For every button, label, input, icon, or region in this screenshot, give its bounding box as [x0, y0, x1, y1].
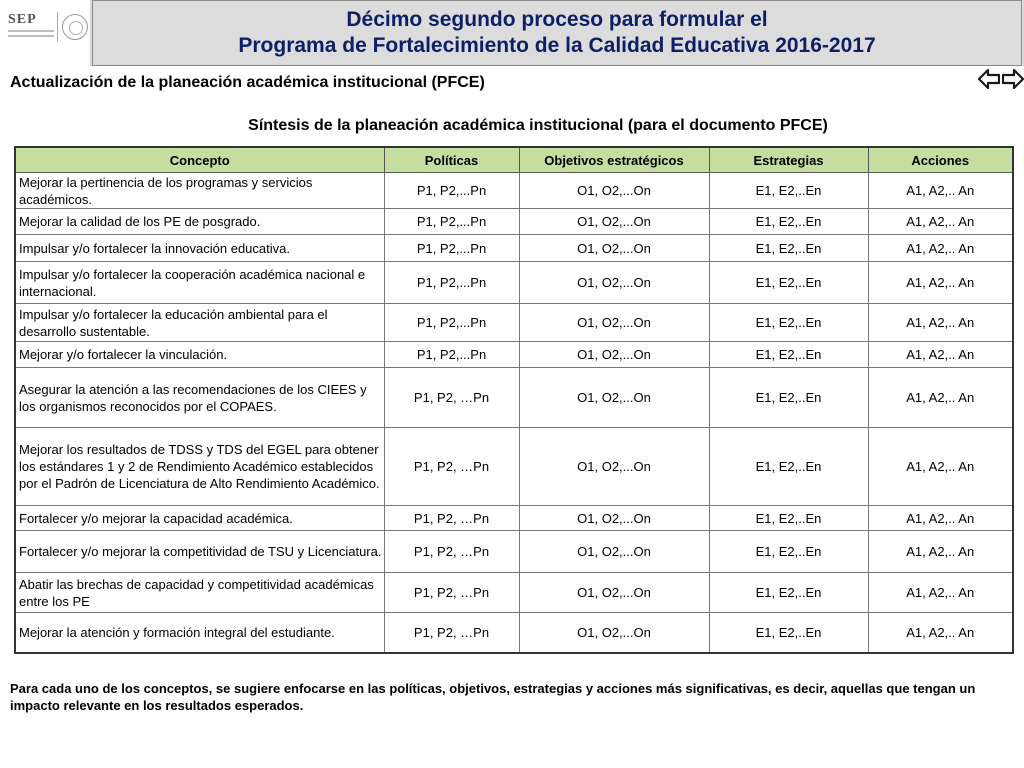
cell-estrategias: E1, E2,..En: [709, 613, 868, 653]
table-row: [15, 573, 1013, 613]
table-row: [15, 262, 1013, 304]
cell-politicas: P1, P2,...Pn: [384, 173, 519, 209]
table-row: [15, 613, 1013, 653]
table-row: [15, 209, 1013, 235]
cell-concepto: Mejorar y/o fortalecer la vinculación.: [15, 342, 384, 368]
cell-concepto: Impulsar y/o fortalecer la educación ambiental para el desarrollo sustentable.: [15, 304, 384, 342]
logo-text: SEP: [8, 12, 37, 27]
table-row: [15, 173, 1013, 209]
cell-politicas: P1, P2,...Pn: [384, 209, 519, 235]
cell-estrategias: E1, E2,..En: [709, 573, 868, 613]
cell-politicas: P1, P2, …Pn: [384, 613, 519, 653]
cell-concepto: Mejorar la pertinencia de los programas y servicios académicos.: [15, 173, 384, 209]
column-header-objetivos: Objetivos estratégicos: [519, 147, 709, 173]
cell-politicas: P1, P2,...Pn: [384, 342, 519, 368]
cell-objetivos: O1, O2,...On: [519, 428, 709, 506]
cell-acciones: A1, A2,.. An: [868, 342, 1013, 368]
cell-acciones: A1, A2,.. An: [868, 209, 1013, 235]
section-title: Síntesis de la planeación académica institucional (para el documento PFCE): [248, 117, 828, 134]
cell-concepto: Mejorar la atención y formación integral del estudiante.: [15, 613, 384, 653]
footer-note: Para cada uno de los conceptos, se sugiere enfocarse en las políticas, objetivos, estrategias y acciones más significativas, es decir, aquellas que tengan un impacto relevante en los resultados esperados.: [10, 681, 976, 713]
sep-logo: [0, 0, 90, 66]
cell-acciones: A1, A2,.. An: [868, 262, 1013, 304]
cell-objetivos: O1, O2,...On: [519, 173, 709, 209]
cell-politicas: P1, P2,...Pn: [384, 304, 519, 342]
table-row: [15, 428, 1013, 506]
cell-estrategias: E1, E2,..En: [709, 342, 868, 368]
cell-objetivos: O1, O2,...On: [519, 342, 709, 368]
page-title-line1: Décimo segundo proceso para formular el: [346, 8, 768, 31]
cell-objetivos: O1, O2,...On: [519, 613, 709, 653]
page-subtitle: Actualización de la planeación académica institucional (PFCE): [10, 74, 485, 91]
cell-acciones: A1, A2,.. An: [868, 573, 1013, 613]
table-row: [15, 235, 1013, 262]
cell-estrategias: E1, E2,..En: [709, 173, 868, 209]
cell-concepto: Impulsar y/o fortalecer la cooperación académica nacional e internacional.: [15, 262, 384, 304]
cell-estrategias: E1, E2,..En: [709, 262, 868, 304]
cell-estrategias: E1, E2,..En: [709, 428, 868, 506]
cell-politicas: P1, P2,...Pn: [384, 235, 519, 262]
cell-politicas: P1, P2, …Pn: [384, 573, 519, 613]
seal-icon: [62, 14, 88, 40]
cell-estrategias: E1, E2,..En: [709, 531, 868, 573]
cell-objetivos: O1, O2,...On: [519, 235, 709, 262]
table-row: [15, 368, 1013, 428]
cell-objetivos: O1, O2,...On: [519, 573, 709, 613]
cell-objetivos: O1, O2,...On: [519, 209, 709, 235]
cell-concepto: Asegurar la atención a las recomendaciones de los CIEES y los organismos reconocidos por el COPAES.: [15, 368, 384, 428]
cell-objetivos: O1, O2,...On: [519, 368, 709, 428]
cell-objetivos: O1, O2,...On: [519, 506, 709, 531]
cell-politicas: P1, P2,...Pn: [384, 262, 519, 304]
cell-acciones: A1, A2,.. An: [868, 304, 1013, 342]
logo-divider: [57, 12, 58, 42]
arrow-right-icon[interactable]: [1002, 68, 1024, 90]
cell-politicas: P1, P2, …Pn: [384, 368, 519, 428]
cell-estrategias: E1, E2,..En: [709, 235, 868, 262]
column-header-politicas: Políticas: [384, 147, 519, 173]
table-row: [15, 304, 1013, 342]
title-box: [92, 0, 1022, 66]
cell-concepto: Impulsar y/o fortalecer la innovación educativa.: [15, 235, 384, 262]
table-row: [15, 342, 1013, 368]
cell-acciones: A1, A2,.. An: [868, 173, 1013, 209]
cell-politicas: P1, P2, …Pn: [384, 428, 519, 506]
column-header-estrategias: Estrategias: [709, 147, 868, 173]
column-header-concepto: Concepto: [15, 147, 384, 173]
cell-acciones: A1, A2,.. An: [868, 506, 1013, 531]
cell-acciones: A1, A2,.. An: [868, 531, 1013, 573]
table-header-row: [15, 147, 1013, 173]
cell-politicas: P1, P2, …Pn: [384, 506, 519, 531]
cell-acciones: A1, A2,.. An: [868, 428, 1013, 506]
synthesis-table: [14, 146, 1014, 654]
cell-concepto: Mejorar los resultados de TDSS y TDS del EGEL para obtener los estándares 1 y 2 de Rendimiento Académico establecidos por el Padrón de Licenciatura de Alto Rendimiento Académico.: [15, 428, 384, 506]
cell-acciones: A1, A2,.. An: [868, 235, 1013, 262]
cell-concepto: Fortalecer y/o mejorar la competitividad de TSU y Licenciatura.: [15, 531, 384, 573]
cell-estrategias: E1, E2,..En: [709, 368, 868, 428]
cell-acciones: A1, A2,.. An: [868, 613, 1013, 653]
cell-objetivos: O1, O2,...On: [519, 262, 709, 304]
table-row: [15, 506, 1013, 531]
column-header-acciones: Acciones: [868, 147, 1013, 173]
cell-objetivos: O1, O2,...On: [519, 304, 709, 342]
cell-estrategias: E1, E2,..En: [709, 304, 868, 342]
nav-arrows: [978, 68, 1024, 90]
arrow-left-icon[interactable]: [978, 68, 1000, 90]
cell-acciones: A1, A2,.. An: [868, 368, 1013, 428]
table-row: [15, 531, 1013, 573]
logo-lines: [8, 30, 54, 40]
cell-estrategias: E1, E2,..En: [709, 506, 868, 531]
cell-politicas: P1, P2, …Pn: [384, 531, 519, 573]
cell-estrategias: E1, E2,..En: [709, 209, 868, 235]
cell-objetivos: O1, O2,...On: [519, 531, 709, 573]
cell-concepto: Fortalecer y/o mejorar la capacidad académica.: [15, 506, 384, 531]
page-title-line2: Programa de Fortalecimiento de la Calidad Educativa 2016-2017: [238, 34, 876, 57]
cell-concepto: Abatir las brechas de capacidad y competitividad académicas entre los PE: [15, 573, 384, 613]
cell-concepto: Mejorar la calidad de los PE de posgrado.: [15, 209, 384, 235]
